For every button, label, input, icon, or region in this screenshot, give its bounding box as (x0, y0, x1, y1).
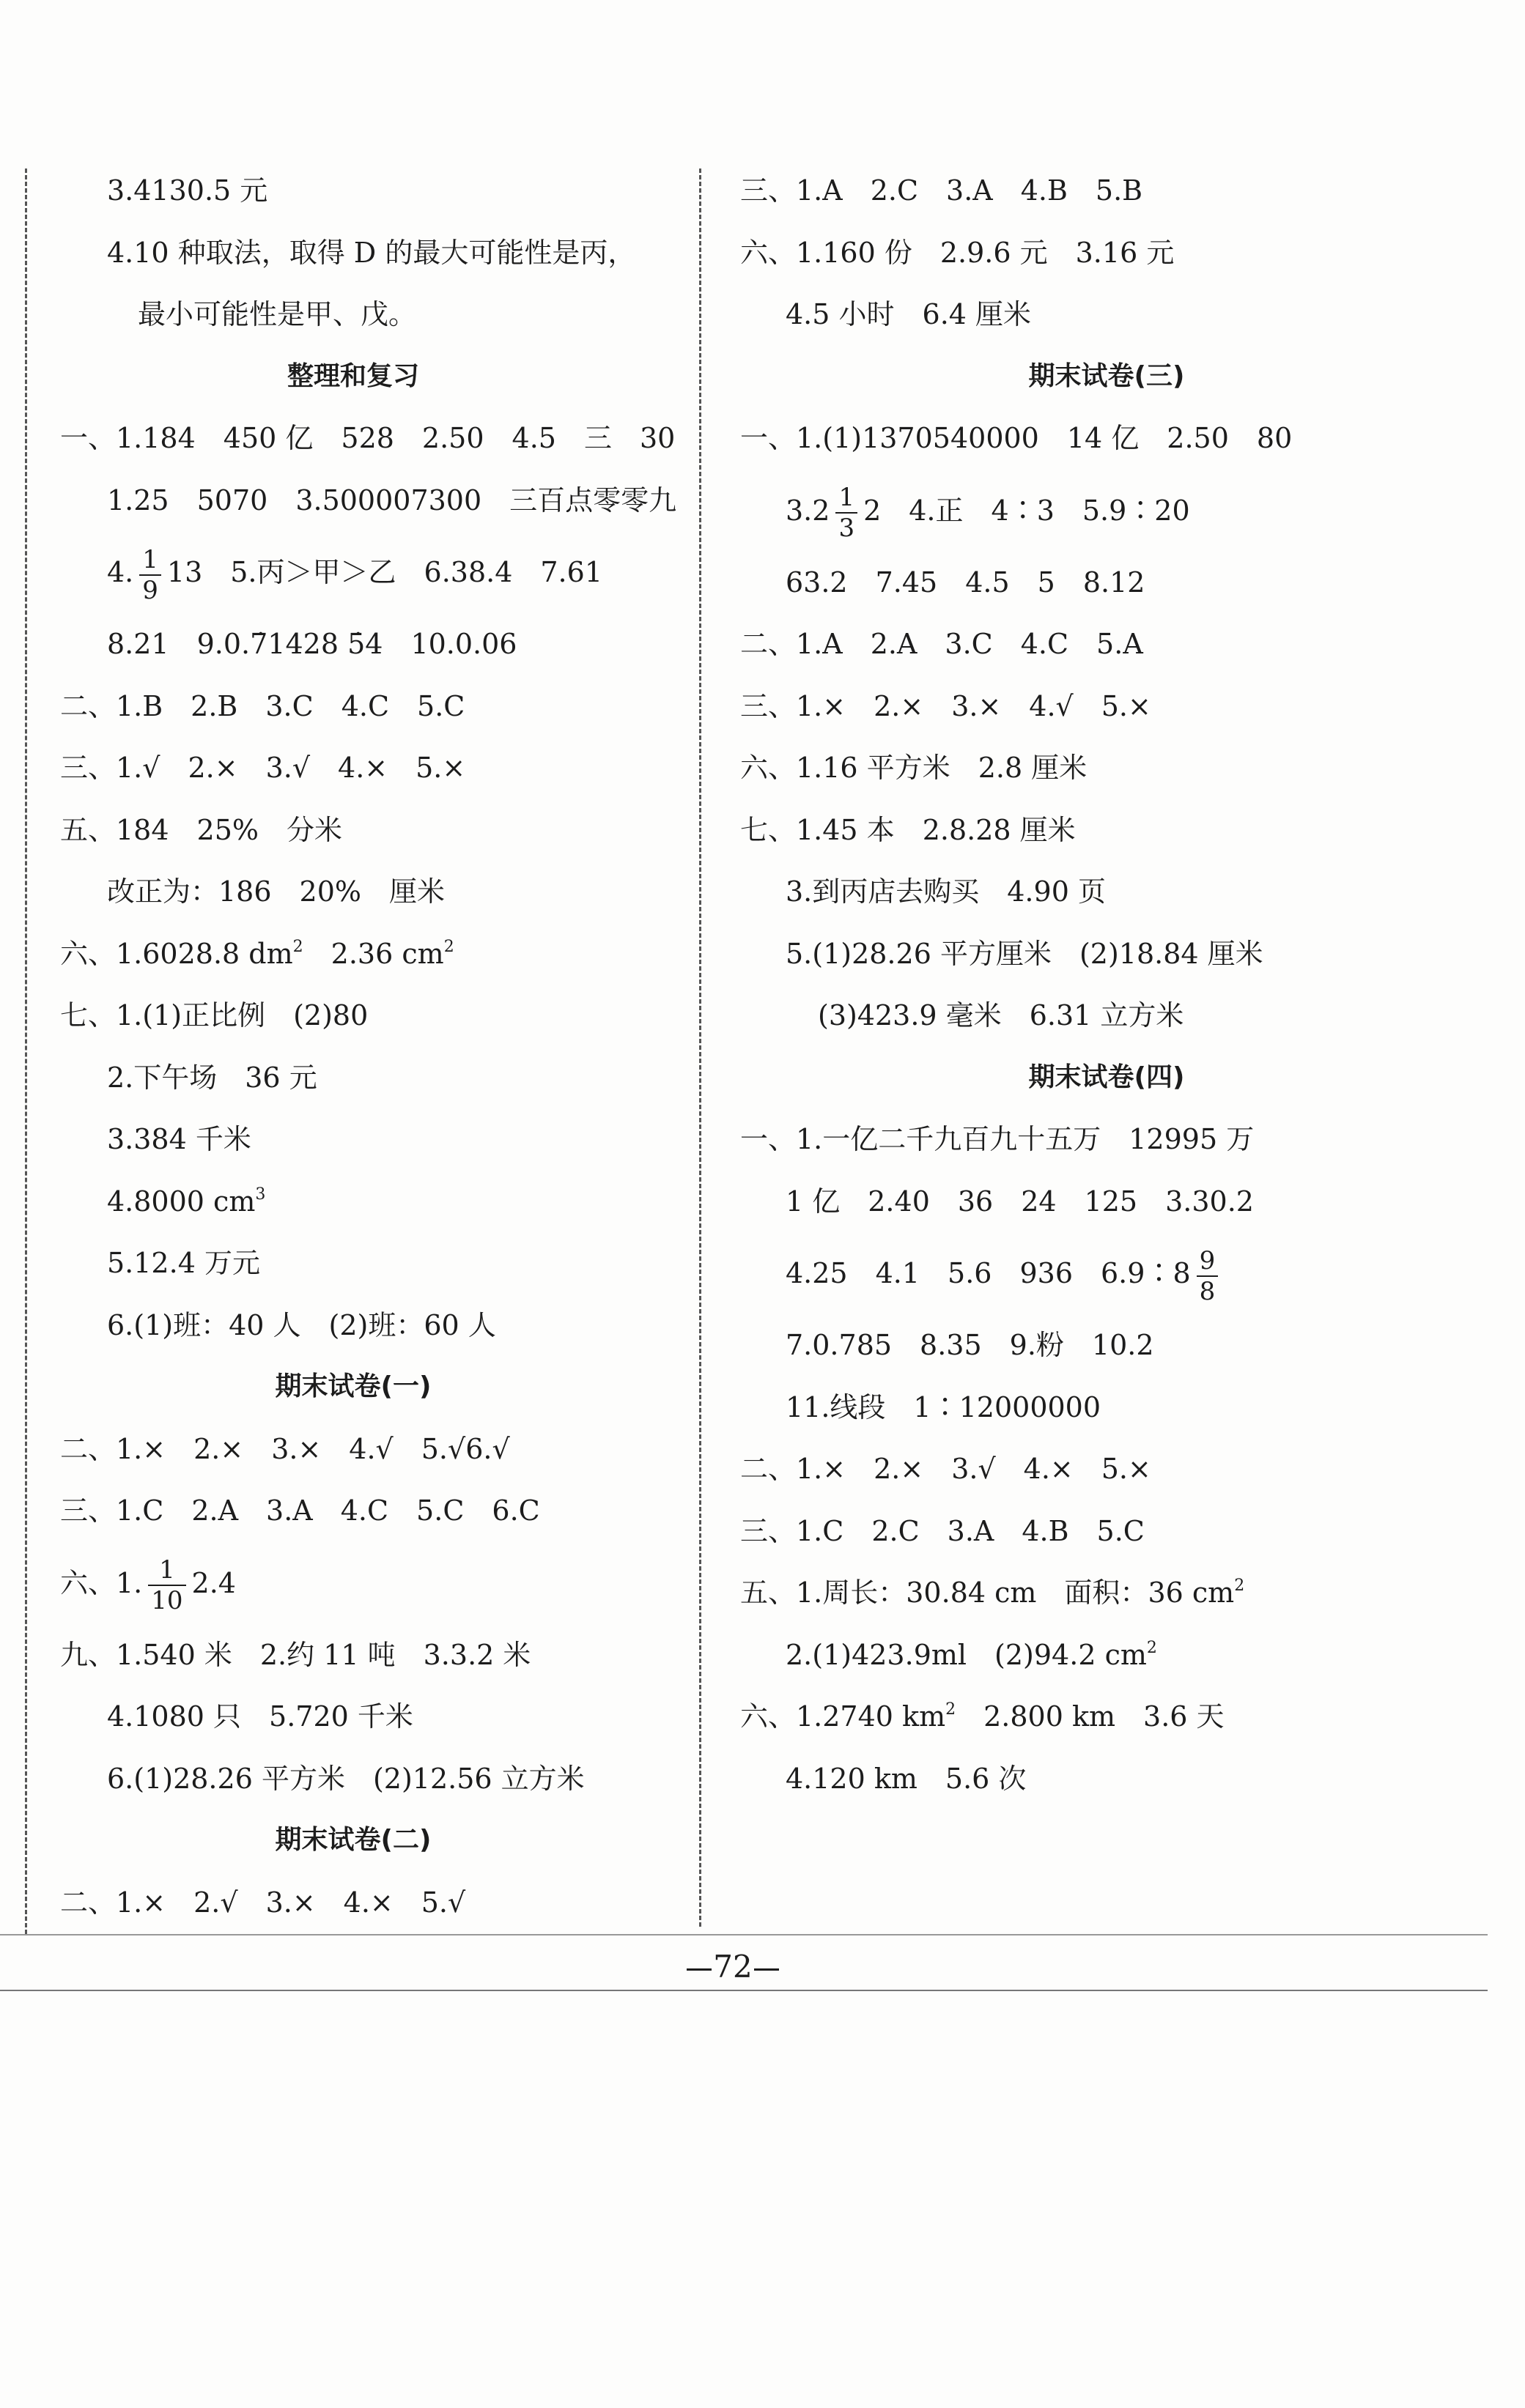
answer-line: 改正为：186 20% 厘米 (107, 875, 445, 908)
answer-line: 7.0.785 8.35 9.粉 10.2 (786, 1329, 1154, 1361)
section-heading: 期末试卷(二) (275, 1825, 432, 1855)
fraction: $\frac{1}{9}$ (139, 547, 161, 603)
answer-line: 六、1.160 份 2.9.6 元 3.16 元 (740, 236, 1175, 269)
answer-line: 三、1.C 2.C 3.A 4.B 5.C (740, 1514, 1145, 1547)
answer-line: 七、1.(1)正比例 (2)80 (60, 999, 369, 1031)
right-column (740, 160, 1502, 1809)
answer-line: 六、1.6028.8 $dm^2$ 2.36 $cm^2$ (60, 937, 454, 970)
column-divider (699, 168, 701, 1927)
answer-line: 二、1.B 2.B 3.C 4.C 5.C (60, 689, 465, 722)
answer-line: 2.(1)423.9ml (2)94.2 $cm^2$ (786, 1638, 1157, 1671)
answer-line: 6.(1)班：40 人 (2)班：60 人 (107, 1308, 496, 1341)
answer-line: 一、1.184 450 亿 528 2.50 4.5 三 30 (60, 422, 676, 454)
answer-line: 六、1.16 平方米 2.8 厘米 (740, 752, 1088, 784)
answer-line: 5.(1)28.26 平方厘米 (2)18.84 厘米 (786, 937, 1263, 970)
answer-line: 11.线段 1∶12000000 (786, 1390, 1101, 1423)
answer-line: 63.2 7.45 4.5 5 8.12 (786, 566, 1145, 599)
answer-line: 五、1.周长：30.84 cm 面积：36 $cm^2$ (740, 1577, 1245, 1609)
answer-line: 3.4130.5 元 (107, 174, 268, 207)
page-edge-dashed-line (25, 168, 27, 1934)
answer-line: 3.384 千米 (107, 1123, 251, 1155)
answer-line: 九、1.540 米 2.约 11 吨 3.3.2 米 (60, 1638, 531, 1671)
section-heading: 期末试卷(一) (275, 1371, 432, 1401)
answer-line: 1.25 5070 3.500007300 三百点零零九 (107, 484, 677, 516)
answer-line: 一、1.(1)1370540000 14 亿 2.50 80 (740, 422, 1293, 454)
answer-line: 二、1.× 2.× 3.√ 4.× 5.× (740, 1453, 1151, 1485)
answer-line: 最小可能性是甲、戊。 (138, 298, 417, 330)
answer-line: 6.(1)28.26 平方米 (2)12.56 立方米 (107, 1762, 585, 1795)
answer-line: 五、184 25% 分米 (60, 813, 342, 846)
answer-line: 二、1.× 2.× 3.× 4.√ 5.√6.√ (60, 1432, 510, 1465)
answer-line: 三、1.× 2.× 3.× 4.√ 5.× (740, 689, 1151, 722)
answer-line: 4. $\frac{1}{9}$ 13 5.丙＞甲＞乙 6.38.4 7.61 (107, 544, 602, 605)
section-heading: 期末试卷(三) (1028, 360, 1185, 391)
page-number: 72 (660, 1945, 806, 1989)
answer-line: 4.8000 $cm^3$ (107, 1185, 266, 1218)
section-heading: 整理和复习 (287, 360, 419, 391)
answer-line: 二、1.× 2.√ 3.× 4.× 5.√ (60, 1886, 466, 1919)
answer-line: 三、1.√ 2.× 3.√ 4.× 5.× (60, 752, 466, 784)
fraction: $\frac{1}{10}$ (148, 1557, 185, 1613)
answer-line: 4.5 小时 6.4 厘米 (786, 298, 1032, 330)
answer-line: 二、1.A 2.A 3.C 4.C 5.A (740, 628, 1143, 660)
answer-line: (3)423.9 毫米 6.31 立方米 (818, 999, 1184, 1031)
left-column (60, 160, 683, 1933)
answer-line: 8.21 9.0.7̇1428 5̇4 10.0.06 (107, 628, 517, 660)
answer-line: 5.12.4 万元 (107, 1247, 260, 1279)
footer-rule (0, 1934, 1488, 1935)
answer-line: 4.25 4.1 5.6 936 6.9∶8 $\frac{9}{8}$ (740, 1232, 1502, 1314)
answer-line: 3.2 $\frac{1}{3}$ 2 4.正 4∶3 5.9∶20 (786, 483, 1190, 543)
answer-line: 4.1080 只 5.720 千米 (107, 1700, 413, 1733)
fraction: $\frac{9}{8}$ (1197, 1248, 1219, 1304)
answer-line: 4.120 km 5.6 次 (786, 1762, 1027, 1795)
answer-line: 七、1.45 本 2.8.28 厘米 (740, 813, 1076, 846)
footer-rule (0, 1990, 1488, 1991)
answer-line: 六、1. $\frac{1}{10}$ 2.4 (60, 1555, 236, 1615)
answer-line: 三、1.C 2.A 3.A 4.C 5.C 6.C (60, 1494, 540, 1527)
answer-line: 一、1.一亿二千九百九十五万 12995 万 (740, 1123, 1255, 1155)
answer-line: 三、1.A 2.C 3.A 4.B 5.B (740, 174, 1143, 207)
answer-line: 1 亿 2.40 36 24 125 3.30.2 (786, 1185, 1254, 1218)
answer-line: 2.下午场 36 元 (107, 1061, 317, 1094)
answer-line: 3.到丙店去购买 4.90 页 (786, 875, 1106, 908)
fraction: $\frac{1}{3}$ (835, 485, 857, 541)
answer-line: 4.10 种取法，取得 D 的最大可能性是丙， (107, 236, 636, 269)
section-heading: 期末试卷(四) (1028, 1062, 1185, 1092)
answer-line: 六、1.2740 $km^2$ 2.800 km 3.6 天 (740, 1700, 1225, 1733)
